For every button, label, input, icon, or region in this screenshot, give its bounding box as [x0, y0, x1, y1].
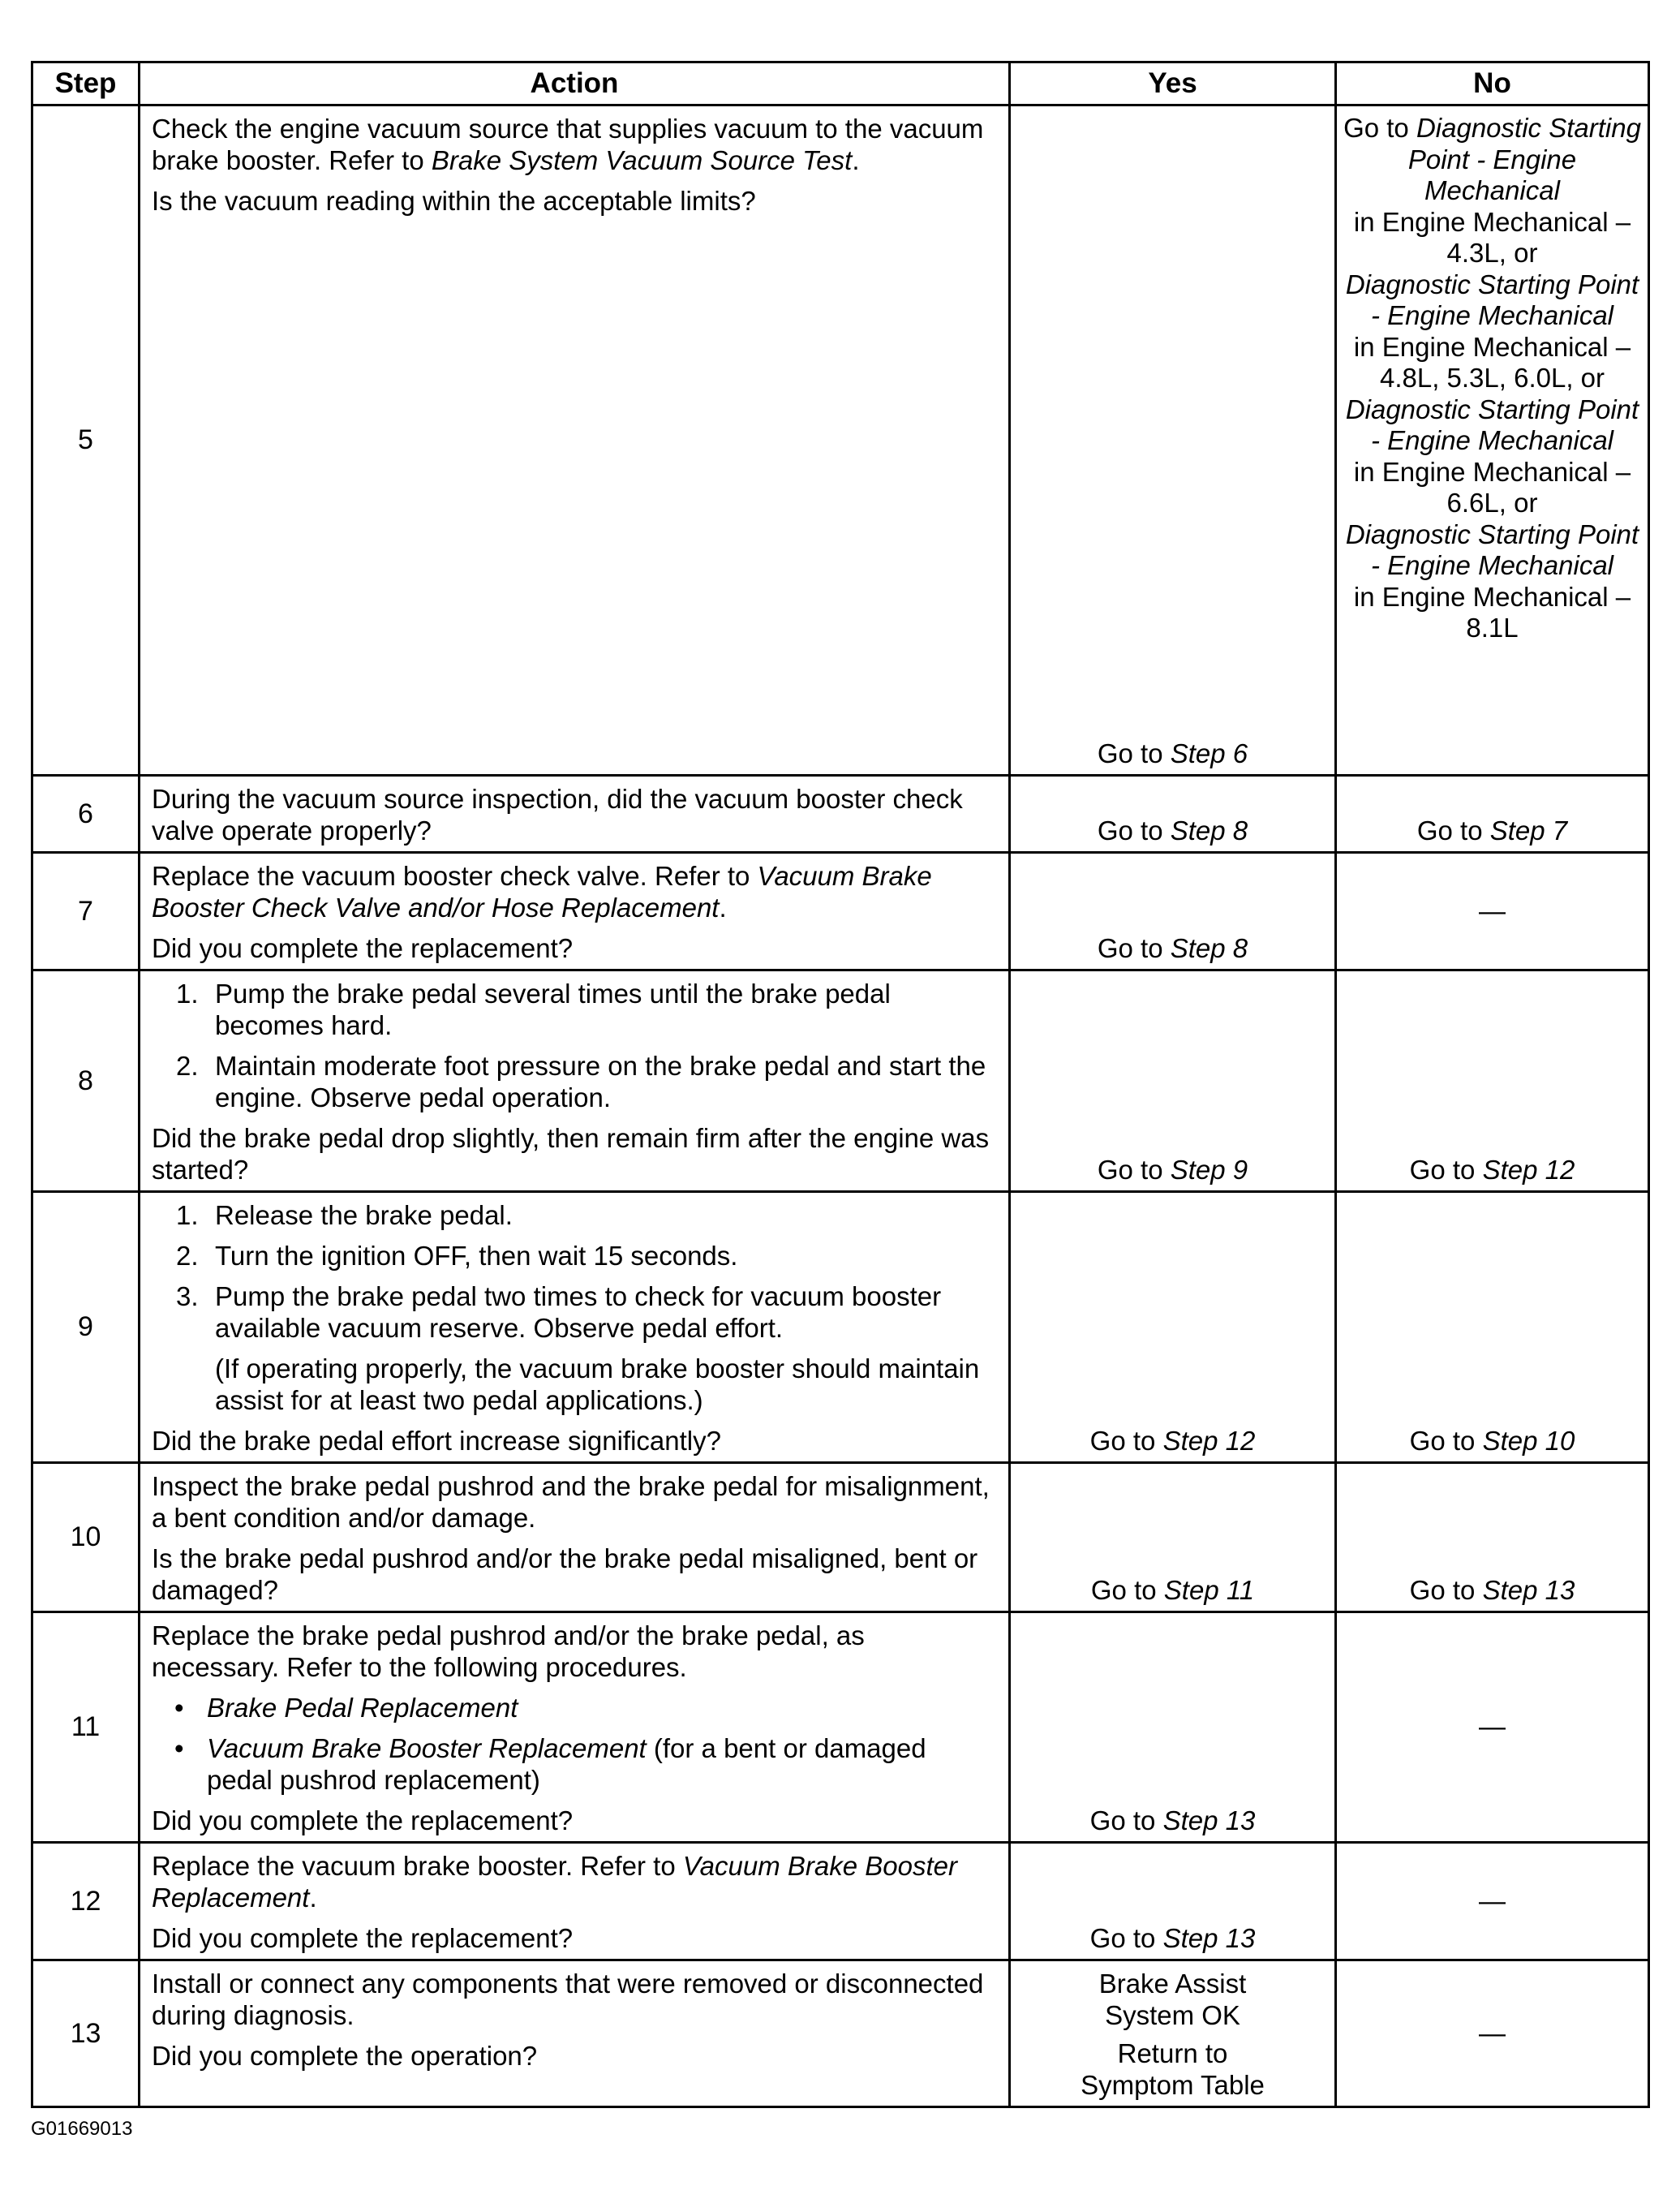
table-row	[32, 105, 1649, 776]
action-question: Did the brake pedal effort increase significantly?	[152, 1426, 721, 1456]
procedure-list	[152, 1692, 997, 1796]
procedure-reference: Brake System Vacuum Source Test	[431, 145, 853, 175]
table-row	[32, 1192, 1649, 1463]
no-cell-dash: —	[1336, 1843, 1649, 1960]
step-reference: Step 9	[1170, 1155, 1248, 1185]
action-instruction: Replace the vacuum booster check valve. Refer to Vacuum Brake Booster Check Valve and/or Hose Replacement.	[152, 861, 932, 923]
procedure-reference: Vacuum Brake Booster Check Valve and/or Hose Replacement	[152, 861, 932, 923]
list-item: 1. Pump the brake pedal several times until the brake pedal becomes hard.	[176, 979, 891, 1040]
table-row	[32, 1463, 1649, 1612]
procedure-reference: Brake Pedal Replacement	[207, 1693, 518, 1723]
step-number: 7	[32, 853, 140, 970]
step-reference: Step 8	[1170, 815, 1248, 846]
step-reference: Step 11	[1163, 1575, 1255, 1605]
action-cell	[140, 105, 1010, 776]
step-number: 10	[32, 1463, 140, 1612]
diagnostic-table	[31, 61, 1650, 2108]
step-reference: Step 6	[1170, 738, 1248, 768]
yes-cell: Go to Step 8	[1010, 853, 1336, 970]
action-question: Did you complete the operation?	[152, 2041, 538, 2071]
yes-result: Brake Assist System OK	[1098, 1969, 1247, 2030]
yes-cell: Go to Step 13	[1010, 1612, 1336, 1843]
step-reference: Step 7	[1489, 815, 1568, 846]
action-cell	[140, 1960, 1010, 2107]
action-cell	[140, 1192, 1010, 1463]
action-question: Did you complete the replacement?	[152, 933, 574, 963]
action-cell	[140, 1612, 1010, 1843]
yes-cell: Go to Step 11	[1010, 1463, 1336, 1612]
action-note: (If operating properly, the vacuum brake booster should maintain assist for at least two pedal applications.)	[215, 1353, 980, 1415]
action-cell	[140, 1843, 1010, 1960]
step-number: 9	[32, 1192, 140, 1463]
no-cell: Go to Step 12	[1336, 970, 1649, 1192]
no-cell-dash: —	[1336, 1960, 1649, 2107]
header-action: Action	[140, 62, 1010, 105]
table-row	[32, 1612, 1649, 1843]
yes-cell	[1010, 1960, 1336, 2107]
action-question: Did you complete the replacement?	[152, 1923, 574, 1953]
action-instruction: Check the engine vacuum source that supplies vacuum to the vacuum brake booster. Refer to Brake System Vacuum Source Test.	[152, 114, 984, 175]
table-row	[32, 1843, 1649, 1960]
bullet-icon: •	[174, 1693, 184, 1723]
figure-id: G01669013	[31, 2118, 133, 2140]
no-cell: Go to Diagnostic Starting Point - Engine Mechanical in Engine Mechanical – 4.3L, or Diagnostic Starting Point - Engine Mechanical in Engine Mechanical – 4.8L, 5.3L, 6.0L, or Diagnostic Starting Point - Engine Mechanical in Engine Mechanical – 6.6L, or Diagnostic Starting Point - Engine Mechanical in Engine Mechanical – 8.1L	[1336, 105, 1649, 776]
list-item: • Vacuum Brake Booster Replacement (for a bent or damaged pedal pushrod replacement)	[174, 1733, 926, 1795]
procedure-reference: Diagnostic Starting Point - Engine Mechanical	[1407, 113, 1641, 205]
step-reference: Step 8	[1170, 933, 1248, 963]
yes-cell: Go to Step 6	[1010, 105, 1336, 776]
action-cell	[140, 1463, 1010, 1612]
no-cell-dash: —	[1336, 1612, 1649, 1843]
header-step: Step	[32, 62, 140, 105]
yes-cell: Go to Step 13	[1010, 1843, 1336, 1960]
step-number: 12	[32, 1843, 140, 1960]
action-instruction: Replace the brake pedal pushrod and/or the brake pedal, as necessary. Refer to the following procedures.	[152, 1620, 865, 1682]
action-question: During the vacuum source inspection, did the vacuum booster check valve operate properly?	[152, 784, 963, 846]
table-row	[32, 970, 1649, 1192]
action-cell	[140, 776, 1010, 853]
yes-result: Return to Symptom Table	[1081, 2038, 1265, 2100]
step-number: 6	[32, 776, 140, 853]
step-number: 8	[32, 970, 140, 1192]
action-question: Did the brake pedal drop slightly, then remain firm after the engine was started?	[152, 1123, 990, 1185]
step-reference: Step 13	[1162, 1923, 1256, 1953]
step-number: 11	[32, 1612, 140, 1843]
list-item: 2. Maintain moderate foot pressure on the brake pedal and start the engine. Observe pedal operation.	[176, 1051, 986, 1112]
step-reference: Step 12	[1482, 1155, 1575, 1185]
header-yes: Yes	[1010, 62, 1336, 105]
procedure-reference: Vacuum Brake Booster Replacement	[152, 1851, 957, 1913]
procedure-reference: Diagnostic Starting Point - Engine Mechanical	[1345, 394, 1639, 455]
yes-cell: Go to Step 12	[1010, 1192, 1336, 1463]
step-reference: Step 13	[1162, 1805, 1256, 1835]
list-item: 3. Pump the brake pedal two times to check for vacuum booster available vacuum reserve. Observe pedal effort.	[176, 1281, 942, 1343]
step-reference: Step 10	[1482, 1426, 1575, 1456]
bullet-icon: •	[174, 1733, 184, 1763]
table-row	[32, 776, 1649, 853]
action-question: Is the vacuum reading within the acceptable limits?	[152, 186, 756, 216]
yes-cell: Go to Step 8	[1010, 776, 1336, 853]
procedure-reference: Diagnostic Starting Point - Engine Mechanical	[1345, 519, 1639, 580]
yes-cell: Go to Step 9	[1010, 970, 1336, 1192]
action-cell	[140, 853, 1010, 970]
no-cell-dash: —	[1336, 853, 1649, 970]
action-question: Is the brake pedal pushrod and/or the brake pedal misaligned, bent or damaged?	[152, 1543, 978, 1605]
no-cell: Go to Step 10	[1336, 1192, 1649, 1463]
step-number: 13	[32, 1960, 140, 2107]
list-item: 2. Turn the ignition OFF, then wait 15 seconds.	[176, 1241, 738, 1271]
table-header-row	[32, 62, 1649, 105]
header-no: No	[1336, 62, 1649, 105]
table-row	[32, 853, 1649, 970]
list-item	[152, 1692, 997, 1723]
procedure-reference: Vacuum Brake Booster Replacement	[207, 1733, 647, 1763]
action-instruction: Inspect the brake pedal pushrod and the brake pedal for misalignment, a bent condition and/or damage.	[152, 1471, 990, 1533]
list-item: 1. Release the brake pedal.	[176, 1200, 513, 1230]
action-instruction: Replace the vacuum brake booster. Refer to Vacuum Brake Booster Replacement.	[152, 1851, 957, 1913]
action-steps-list	[152, 1199, 997, 1344]
action-instruction: Install or connect any components that were removed or disconnected during diagnosis.	[152, 1969, 984, 2030]
step-number: 5	[32, 105, 140, 776]
action-steps-list	[152, 978, 997, 1113]
action-cell	[140, 970, 1010, 1192]
step-reference: Step 12	[1162, 1426, 1256, 1456]
action-question: Did you complete the replacement?	[152, 1805, 574, 1835]
step-reference: Step 13	[1482, 1575, 1575, 1605]
no-cell: Go to Step 13	[1336, 1463, 1649, 1612]
diagnostic-document	[31, 61, 1648, 2108]
procedure-reference: Diagnostic Starting Point - Engine Mechanical	[1345, 269, 1639, 330]
no-cell: Go to Step 7	[1336, 776, 1649, 853]
table-row	[32, 1960, 1649, 2107]
